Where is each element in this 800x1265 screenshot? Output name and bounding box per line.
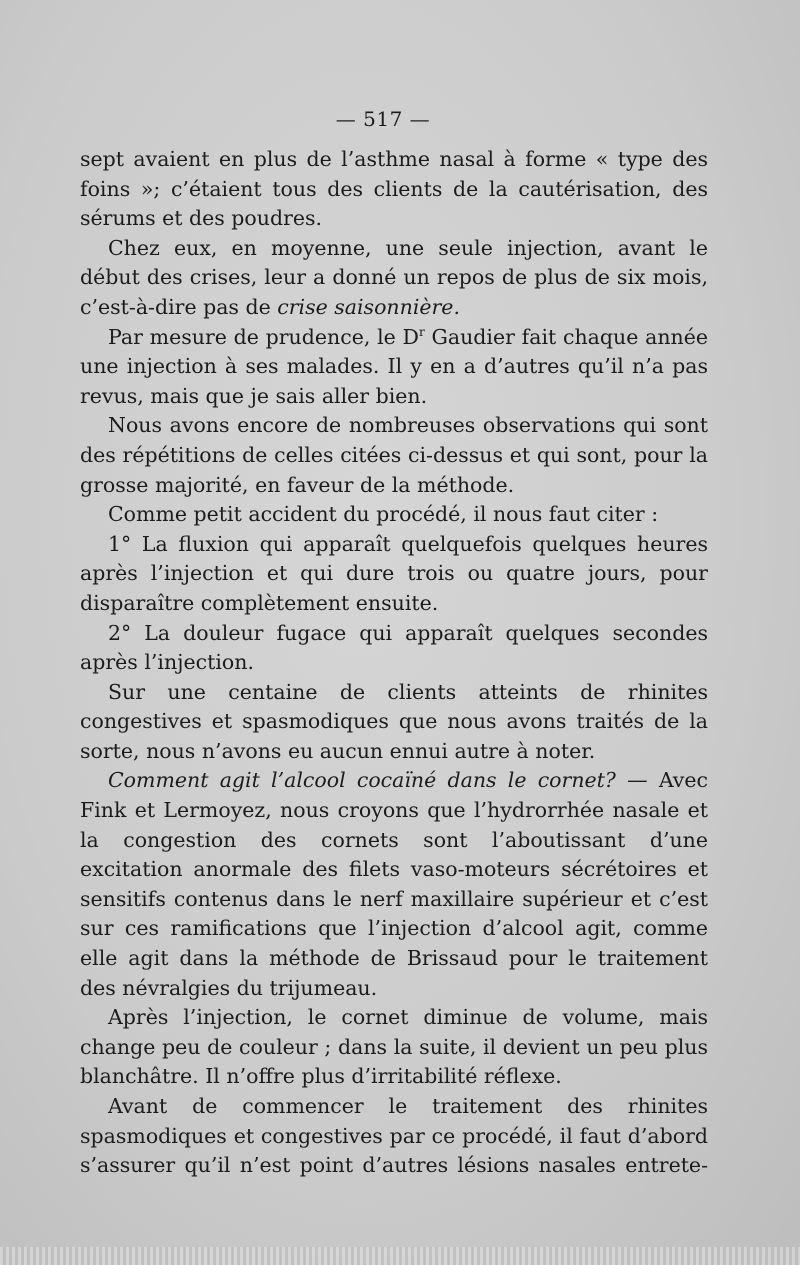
paragraph-9: Avant de commencer le traitement des rhinites spasmodiques et congestives par ce procédé, il faut d’abord s’assurer qu’il n’est point d’autres lésions nasales entrete-: [80, 1094, 708, 1178]
page-number: — 517 —: [335, 107, 431, 131]
paragraph-2-italic: crise saisonnière.: [277, 294, 460, 319]
list-item-2: 2° La douleur fugace qui apparaît quelques secondes après l’injection.: [80, 620, 708, 675]
paragraph-3-text-a: Par mesure de prudence, le D: [108, 324, 419, 349]
body-text: [80, 145, 708, 1181]
page-bottom-edge: [0, 1247, 800, 1265]
doctor-abbrev-superscript: r: [418, 324, 425, 339]
paragraph-7-text: — Avec Fink et Lermoyez, nous croyons que l’hydrorrhée nasale et la congestion des cornets sont l’aboutissant d’une excitation anormale des filets vaso-moteurs sécrétoires et sensitifs contenus dans le nerf maxillaire supérieur et c’est sur ces ramifications que l’injection d’alcool agit, comme elle agit dans la méthode de Brissaud pour le traitement des névralgies du trijumeau.: [80, 768, 709, 1000]
paragraph-3-text-b: Gaudier fait chaque année une injection à ses malades. Il y en a d’autres qu’il n’a pas revus, mais que je sais aller bien.: [80, 324, 708, 408]
list-item-1: 1° La fluxion qui apparaît quelquefois quelques heures après l’injection et qui dure trois ou quatre jours, pour disparaître complètement ensuite.: [80, 531, 708, 615]
paragraph-4: Nous avons encore de nombreuses observations qui sont des répétitions de celles citées ci-dessus et qui sont, pour la grosse majorité, en faveur de la méthode.: [80, 413, 708, 497]
paragraph-5: Comme petit accident du procédé, il nous faut citer :: [108, 502, 659, 527]
paragraph-2: [80, 234, 708, 323]
paragraph-2-text: Chez eux, en moyenne, une seule injection, avant le début des crises, leur a donné un repos de plus de six mois, c’est-à-dire pas de: [80, 235, 708, 319]
paragraph-1: sept avaient en plus de l’asthme nasal à forme « type des foins »; c’étaient tous des clients de la cautérisation, des sérums et des poudres.: [80, 147, 708, 231]
paragraph-6: Sur une centaine de clients atteints de rhinites congestives et spasmodiques que nous avons traités de la sorte, nous n’avons eu aucun ennui autre à noter.: [80, 679, 708, 763]
paragraph-7: [80, 766, 708, 1003]
paragraph-8: Après l’injection, le cornet diminue de volume, mais change peu de couleur ; dans la suite, il devient un peu plus blanchâtre. Il n’offre plus d’irritabilité réflexe.: [80, 1005, 708, 1089]
paragraph-3: [80, 323, 708, 412]
section-heading-italic: Comment agit l’alcool cocaïné dans le cornet?: [108, 768, 616, 793]
